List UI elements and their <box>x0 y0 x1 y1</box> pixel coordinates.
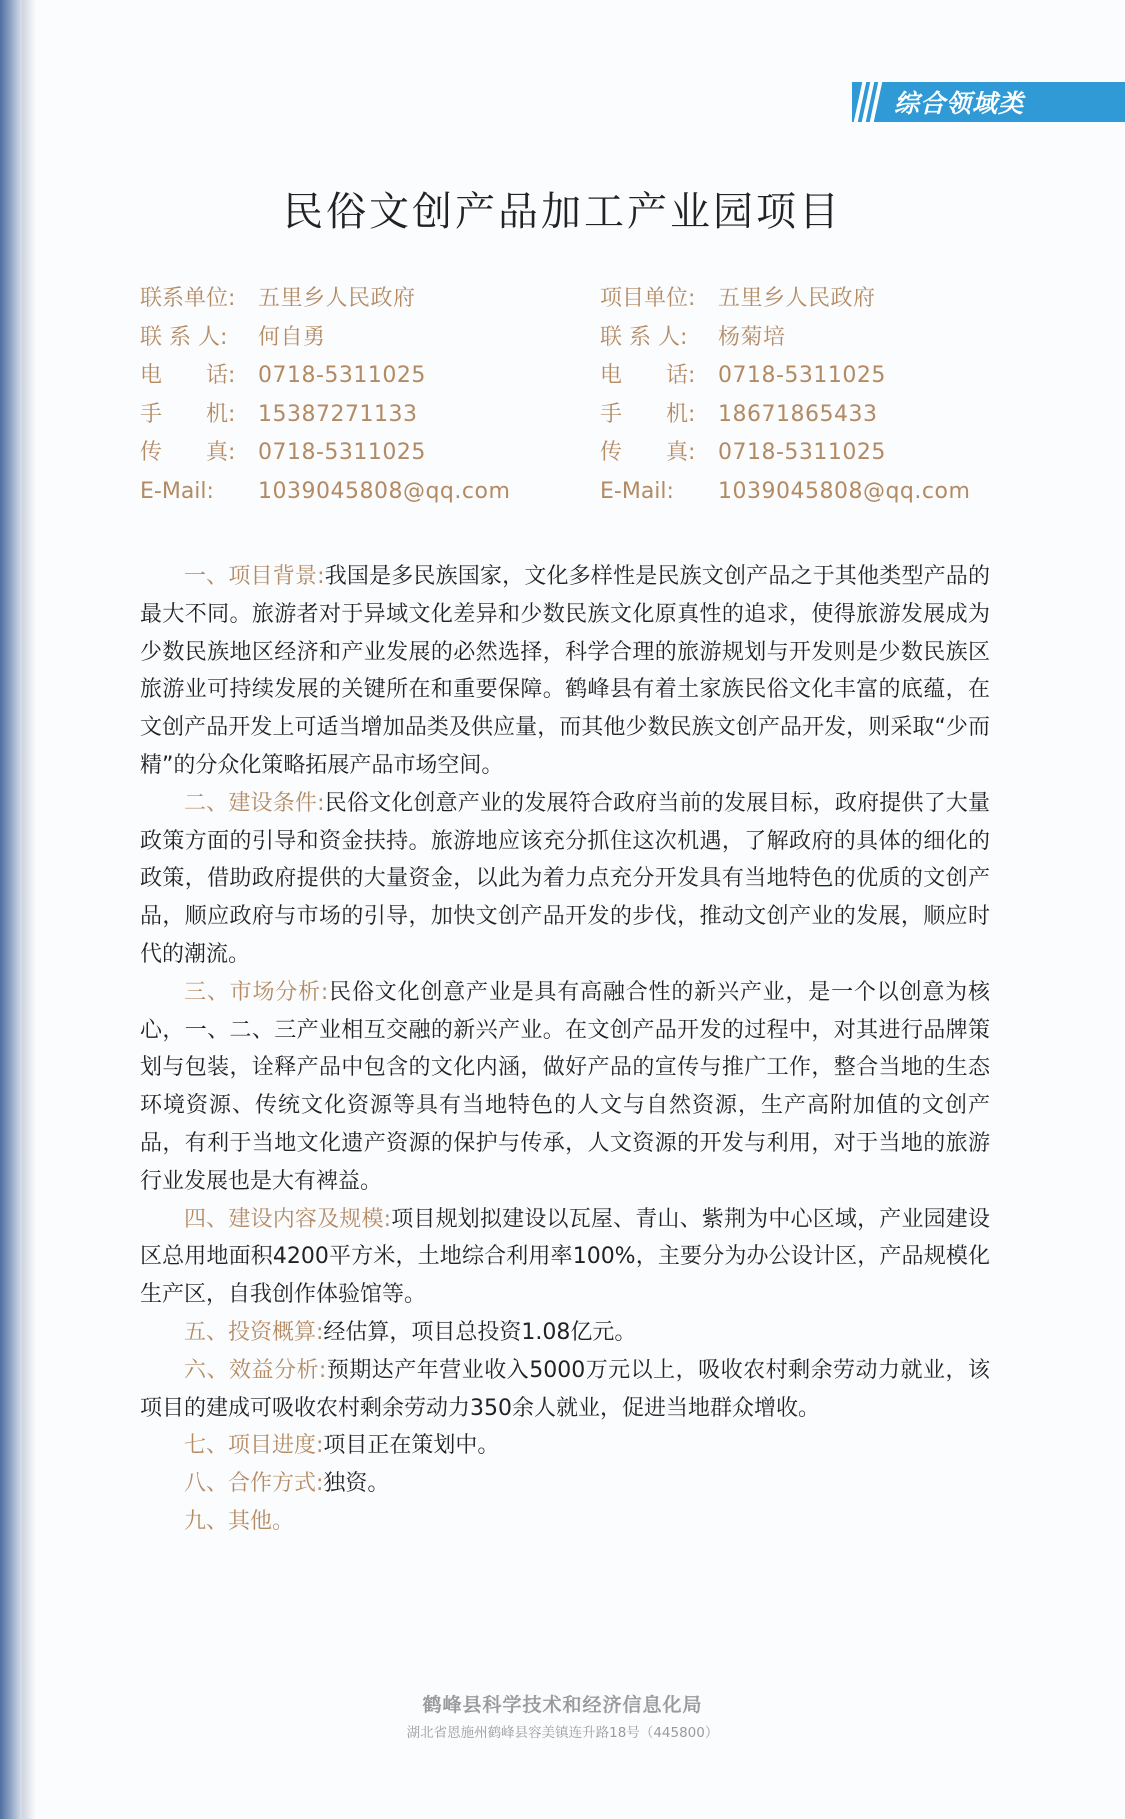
section-text: 项目规划拟建设以瓦屋、青山、紫荆为中心区域，产业园建设区总用地面积4200平方米，土地综合利用率100%，主要分为办公设计区，产品规模化生产区，自我创作体验馆等。 <box>140 1206 990 1308</box>
contact-label: 手 机: <box>140 401 236 427</box>
contact-row <box>140 357 560 396</box>
section-other <box>140 1503 990 1541</box>
section-background <box>140 558 990 785</box>
section-heading: 七、项目进度: <box>184 1433 324 1459</box>
contact-value: 五里乡人民政府 <box>258 286 416 311</box>
document-title: 民俗文创产品加工产业园项目 <box>283 189 842 235</box>
contact-label: 电 话: <box>140 363 236 388</box>
section-heading: 八、合作方式: <box>184 1471 324 1497</box>
contact-row <box>140 280 560 319</box>
contact-value: 0718-5311025 <box>718 363 886 388</box>
contact-label: 传 真: <box>140 440 236 465</box>
page-gutter-shadow <box>22 0 36 1819</box>
section-text: 经估算，项目总投资1.08亿元。 <box>323 1319 637 1345</box>
section-text: 民俗文化创意产业的发展符合政府当前的发展目标，政府提供了大量政策方面的引导和资金扶持。旅游地应该充分抓住这次机遇，了解政府的具体的细化的政策，借助政府提供的大量资金，以此为着力点充分开发具有当地特色的优质的文创产品，顺应政府与市场的引导，加快文创产品开发的步伐，推动文创产业的发展，顺应时代的潮流。 <box>140 790 990 967</box>
contact-column-left <box>140 280 560 511</box>
section-text: 独资。 <box>323 1471 390 1497</box>
contact-row <box>600 319 1020 358</box>
contact-value: 15387271133 <box>258 401 418 427</box>
category-tag-label: 综合领域类 <box>894 89 1025 118</box>
contact-value: 0718-5311025 <box>258 440 426 465</box>
footer-address: 湖北省恩施州鹤峰县容美镇连升路18号（445800） <box>406 1725 719 1741</box>
section-heading: 二、建设条件: <box>184 790 325 816</box>
document-body <box>140 558 990 1541</box>
contact-value: 18671865433 <box>718 401 878 427</box>
contact-label: E-Mail: <box>600 478 674 504</box>
contact-label: 联 系 人: <box>600 324 688 350</box>
section-cooperation <box>140 1465 990 1503</box>
contact-label: 手 机: <box>600 401 696 427</box>
contact-row <box>140 473 560 512</box>
tag-stripes-decoration <box>858 82 882 122</box>
contact-label: E-Mail: <box>140 478 214 504</box>
section-heading: 一、项目背景: <box>184 564 325 589</box>
contact-row <box>600 473 1020 512</box>
section-benefits <box>140 1352 990 1428</box>
contact-row <box>600 280 1020 319</box>
section-heading: 五、投资概算: <box>184 1319 324 1345</box>
contact-row <box>140 319 560 358</box>
category-tag <box>852 82 1125 122</box>
section-conditions <box>140 785 990 974</box>
section-scope <box>140 1201 990 1314</box>
book-spine-edge <box>0 0 22 1819</box>
contact-label: 项目单位: <box>600 286 696 311</box>
footer-organization: 鹤峰县科学技术和经济信息化局 <box>422 1694 703 1716</box>
contact-label: 联系单位: <box>140 286 236 311</box>
contact-row <box>600 396 1020 435</box>
section-market-analysis <box>140 974 990 1201</box>
contact-row <box>140 434 560 473</box>
contact-value: 0718-5311025 <box>258 363 426 388</box>
section-text: 项目正在策划中。 <box>323 1433 500 1459</box>
contact-value: 杨菊培 <box>718 324 786 350</box>
contact-label: 电 话: <box>600 363 696 388</box>
contact-value: 何自勇 <box>258 324 326 350</box>
contact-label: 传 真: <box>600 440 696 465</box>
contact-label: 联 系 人: <box>140 324 228 350</box>
contact-email: 1039045808@qq.com <box>258 478 511 504</box>
contact-value: 0718-5311025 <box>718 440 886 465</box>
section-progress <box>140 1427 990 1465</box>
section-heading: 四、建设内容及规模: <box>184 1206 392 1232</box>
contact-row <box>600 434 1020 473</box>
section-investment <box>140 1314 990 1352</box>
contact-email: 1039045808@qq.com <box>718 478 971 504</box>
section-text: 我国是多民族国家，文化多样性是民族文创产品之于其他类型产品的最大不同。旅游者对于异域文化差异和少数民族文化原真性的追求，使得旅游发展成为少数民族地区经济和产业发展的必然选择，科学合理的旅游规划与开发则是少数民族区旅游业可持续发展的关键所在和重要保障。鹤峰县有着土家族民俗文化丰富的底蕴，在文创产品开发上可适当增加品类及供应量，而其他少数民族文创产品开发，则采取“少而精”的分众化策略拓展产品市场空间。 <box>140 564 990 778</box>
section-heading: 九、其他。 <box>184 1508 295 1534</box>
contact-row <box>140 396 560 435</box>
contact-info <box>140 280 1020 511</box>
page-footer <box>0 1690 1125 1741</box>
contact-column-right <box>600 280 1020 511</box>
section-heading: 三、市场分析: <box>184 979 329 1005</box>
contact-row <box>600 357 1020 396</box>
section-text: 民俗文化创意产业是具有高融合性的新兴产业，是一个以创意为核心，一、二、三产业相互交融的新兴产业。在文创产品开发的过程中，对其进行品牌策划与包装，诠释产品中包含的文化内涵，做好产品的宣传与推广工作，整合当地的生态环境资源、传统文化资源等具有当地特色的人文与自然资源，生产高附加值的文创产品，有利于当地文化遗产资源的保护与传承，人文资源的开发与利用，对于当地的旅游行业发展也是大有裨益。 <box>140 979 990 1194</box>
contact-value: 五里乡人民政府 <box>718 286 876 311</box>
section-text: 预期达产年营业收入5000万元以上，吸收农村剩余劳动力就业，该项目的建成可吸收农村剩余劳动力350余人就业，促进当地群众增收。 <box>140 1357 990 1421</box>
section-heading: 六、效益分析: <box>184 1357 327 1383</box>
